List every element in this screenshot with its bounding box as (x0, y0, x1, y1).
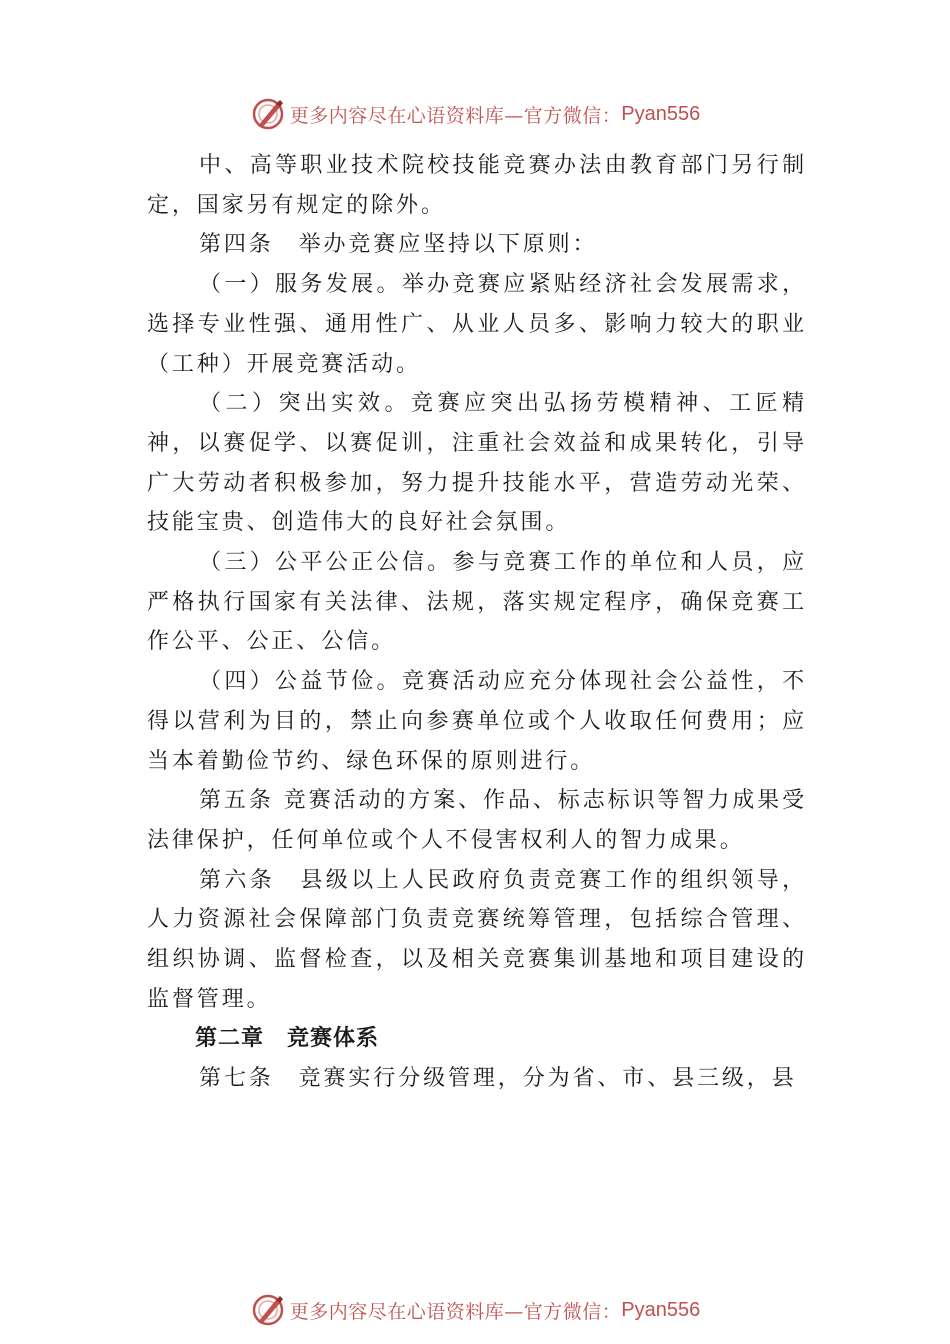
article-5: 第五条 竞赛活动的方案、作品、标志标识等智力成果受法律保护，任何单位或个人不侵害权利人的智力成果。 (147, 788, 807, 853)
principle-2: （二）突出实效。竞赛应突出弘扬劳模精神、工匠精神，以赛促学、以赛促训，注重社会效益和成果转化，引导广大劳动者积极参加，努力提升技能水平，营造劳动光荣、技能宝贵、创造伟大的良好社会氛围。 (147, 391, 807, 536)
watermark-text: 更多内容尽在心语资料库—官方微信： (289, 104, 622, 127)
article-7: 第七条 竞赛实行分级管理，分为省、市、县三级，县 (199, 1066, 797, 1092)
paragraph-continuation: 中、高等职业技术院校技能竞赛办法由教育部门另行制定，国家另有规定的除外。 (147, 153, 807, 218)
chapter-heading: 第二章 竞赛体系 (195, 1026, 380, 1052)
watermark-handle: Pyan556 (621, 1298, 701, 1321)
article-4: 第四条 举办竞赛应坚持以下原则： (199, 232, 598, 258)
watermark-footer (0, 1290, 950, 1330)
watermark-text: 更多内容尽在心语资料库—官方微信： (289, 1300, 622, 1323)
pen-logo-icon (250, 1292, 286, 1328)
principle-1: （一）服务发展。举办竞赛应紧贴经济社会发展需求，选择专业性强、通用性广、从业人员多、影响力较大的职业（工种）开展竞赛活动。 (147, 272, 807, 377)
article-6: 第六条 县级以上人民政府负责竞赛工作的组织领导，人力资源社会保障部门负责竞赛统筹管理，包括综合管理、组织协调、监督检查，以及相关竞赛集训基地和项目建设的监督管理。 (147, 867, 807, 1012)
watermark-header (0, 94, 950, 134)
document-body (147, 146, 807, 1099)
pen-logo-icon (250, 96, 286, 132)
watermark-handle: Pyan556 (621, 102, 701, 125)
principle-3: （三）公平公正公信。参与竞赛工作的单位和人员，应严格执行国家有关法律、法规，落实规定程序，确保竞赛工作公平、公正、公信。 (147, 550, 807, 655)
principle-4: （四）公益节俭。竞赛活动应充分体现社会公益性，不得以营利为目的，禁止向参赛单位或个人收取任何费用；应当本着勤俭节约、绿色环保的原则进行。 (147, 669, 807, 774)
